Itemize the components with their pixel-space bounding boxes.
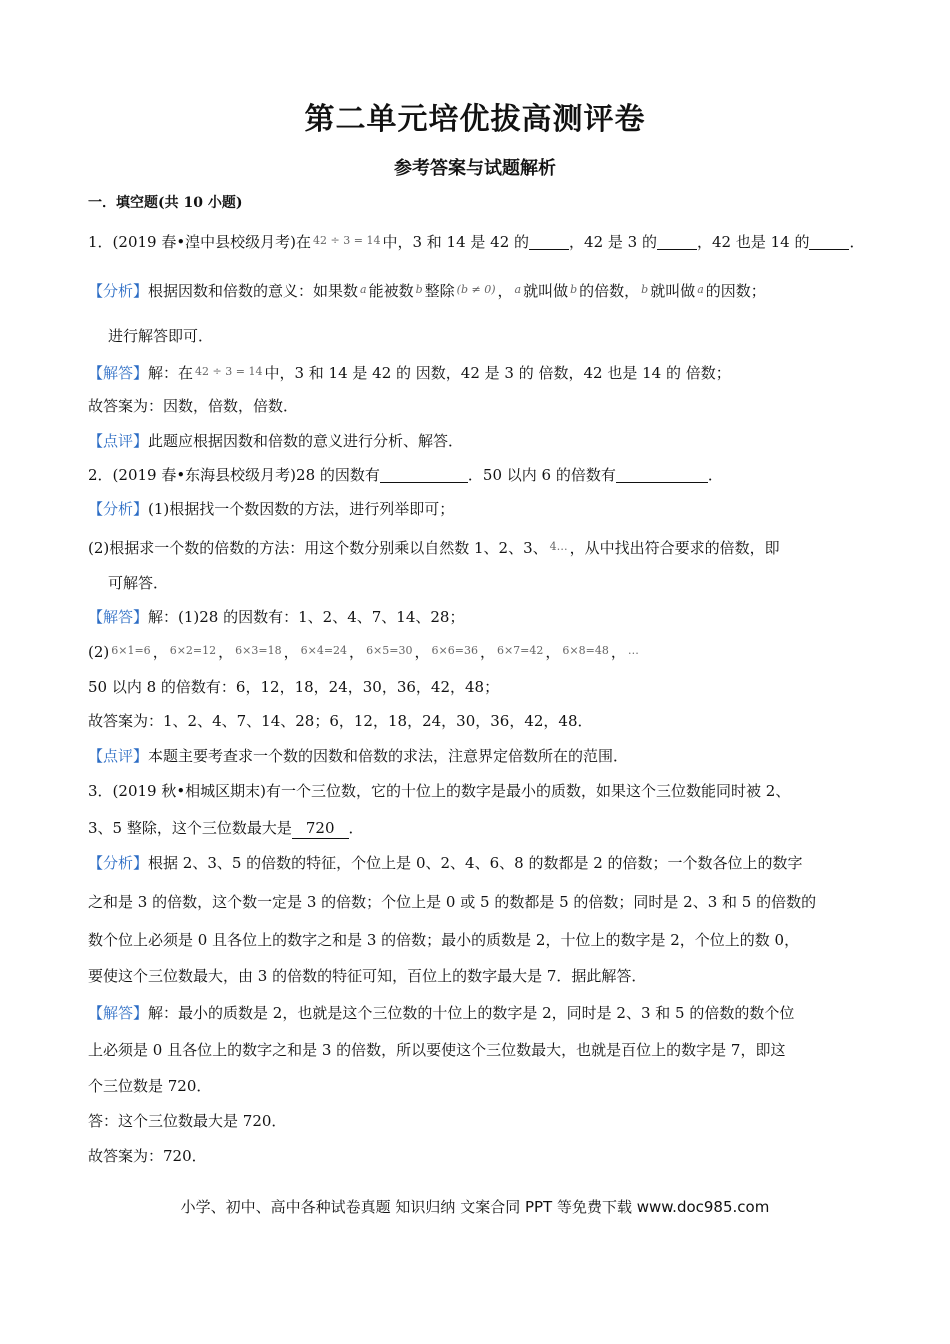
q2-products-list xyxy=(109,643,641,661)
q2-analysis-text: (2)根据求一个数的倍数的方法：用这个数分别乘以自然数 1、2、3、 xyxy=(88,539,548,557)
q1-analysis-text: 就叫做 xyxy=(650,282,696,300)
q2-comment xyxy=(88,746,628,766)
q1-var-b: b xyxy=(570,283,578,296)
q2-analysis-3: 可解答． xyxy=(108,574,169,592)
analysis-tag: 【分析】 xyxy=(88,500,149,518)
q2-products xyxy=(88,641,641,662)
q2-product-separator: ， xyxy=(545,643,561,661)
q1-stem-text: 1．(2019 春•湟中县校级月考)在 xyxy=(88,233,312,251)
q3-answer-fill: 720 xyxy=(292,818,349,839)
q3-stem-1: 3．(2019 秋•相城区期末)有一个三位数，它的十位上的数字是最小的质数，如果这个三位数能同时被 2、 xyxy=(88,782,791,800)
q1-stem-text: ，42 是 3 的 xyxy=(569,233,657,251)
q2-solution-text: 解：(1)28 的因数有：1、2、4、7、14、28； xyxy=(148,608,465,626)
q1-solution-text: 中，3 和 14 是 42 的 因数，42 是 3 的 倍数，42 也是 14 的 倍数； xyxy=(264,364,731,382)
q2-solution-3: 50 以内 8 的倍数有：6，12，18，24，30，36，42，48； xyxy=(88,678,500,696)
footer-banner[interactable]: 小学、初中、高中各种试卷真题 知识归纳 文案合同 PPT 等免费下载 www.doc985.com xyxy=(180,1198,770,1216)
q2-product-separator: ， xyxy=(414,643,430,661)
q2-product: 6×7=42 xyxy=(496,644,544,657)
q2-ellipsis-expr: 4… xyxy=(549,540,568,553)
q1-analysis-text: 的因数； xyxy=(705,282,766,300)
q3-solution-2: 上必须是 0 且各位上的数字之和是 3 的倍数，所以要使这个三位数最大，也就是百位上的数字是 7，即这 xyxy=(88,1041,786,1059)
q2-blank-1 xyxy=(380,466,468,483)
q1-blank-2 xyxy=(657,233,697,250)
comment-tag: 【点评】 xyxy=(88,432,149,450)
q2-answer: 故答案为：1、2、4、7、14、28；6，12，18，24，30，36，42，48． xyxy=(88,712,593,730)
q1-var-b: b xyxy=(415,283,423,296)
q2-product-separator: ， xyxy=(349,643,365,661)
q1-condition: (b ≠ 0) xyxy=(456,283,496,296)
q2-product: 6×3=18 xyxy=(235,644,282,657)
q1-stem-text: 中，3 和 14 是 42 的 xyxy=(382,233,530,251)
q1-stem-text: ，42 也是 14 的 xyxy=(696,233,810,251)
q1-analysis-text: 就叫做 xyxy=(523,282,569,300)
q1-comment-text: 此题应根据因数和倍数的意义进行分析、解答． xyxy=(148,432,464,450)
q3-analysis-1 xyxy=(88,853,803,873)
q1-stem-end: ． xyxy=(849,233,865,251)
q1-solution-text: 解：在 xyxy=(148,364,194,382)
q1-var-b: b xyxy=(641,283,649,296)
q2-product-separator: ， xyxy=(610,643,626,661)
q2-product: 6×6=36 xyxy=(431,644,478,657)
q1-blank-1 xyxy=(529,233,569,250)
q2-product: 6×8=48 xyxy=(562,644,609,657)
section-heading: 一．填空题(共 10 小题) xyxy=(88,195,243,211)
q2-analysis-text: (1)根据找一个数因数的方法，进行列举即可； xyxy=(148,500,455,518)
q1-analysis-text: 能被数 xyxy=(368,282,414,300)
q1-expression: 42 ÷ 3 = 14 xyxy=(313,234,381,247)
q1-analysis-text: 根据因数和倍数的意义：如果数 xyxy=(148,282,359,300)
q2-stem-text: 2．(2019 春•东海县校级月考)28 的因数有 xyxy=(88,466,380,484)
q2-product-separator: ， xyxy=(283,643,299,661)
q3-answer-1: 答：这个三位数最大是 720． xyxy=(88,1112,287,1130)
solution-tag: 【解答】 xyxy=(88,608,149,626)
analysis-tag: 【分析】 xyxy=(88,854,149,872)
q2-stem xyxy=(88,465,723,485)
page-subtitle: 参考答案与试题解析 xyxy=(394,158,556,179)
page-title: 第二单元培优拔高测评卷 xyxy=(304,102,646,137)
q2-products-prefix: (2) xyxy=(88,643,110,661)
q1-solution xyxy=(88,362,731,383)
q2-product: … xyxy=(627,644,639,657)
q2-analysis xyxy=(88,499,454,519)
q2-product-separator: ， xyxy=(479,643,495,661)
q1-analysis-cont: 进行解答即可． xyxy=(108,327,214,345)
q1-var-a: a xyxy=(514,283,522,296)
q2-product: 6×2=12 xyxy=(169,644,217,657)
q1-expression: 42 ÷ 3 = 14 xyxy=(195,365,263,378)
q3-analysis-text: 根据 2、3、5 的倍数的特征，个位上是 0、2、4、6、8 的数都是 2 的倍数；一个数各位上的数字 xyxy=(148,854,803,872)
q2-analysis-text: ，从中找出符合要求的倍数，即 xyxy=(569,539,780,557)
q1-analysis-text: 整除 xyxy=(424,282,455,300)
q2-solution xyxy=(88,607,464,627)
q2-stem-text: ．50 以内 6 的倍数有 xyxy=(467,466,616,484)
q1-analysis-text: 的倍数， xyxy=(579,282,640,300)
q1-blank-3 xyxy=(809,233,849,250)
q2-product: 6×4=24 xyxy=(300,644,348,657)
solution-tag: 【解答】 xyxy=(88,364,149,382)
q2-product-separator: ， xyxy=(152,643,168,661)
q3-solution-text: 解：最小的质数是 2，也就是这个三位数的十位上的数字是 2，同时是 2、3 和 5 的倍数的数个位 xyxy=(148,1004,795,1022)
q1-var-a: a xyxy=(697,283,704,296)
comment-tag: 【点评】 xyxy=(88,747,149,765)
q3-answer-2: 故答案为：720． xyxy=(88,1147,207,1165)
solution-tag: 【解答】 xyxy=(88,1004,149,1022)
q3-solution-3: 个三位数是 720． xyxy=(88,1077,212,1095)
q3-stem-text: 3、5 整除，这个三位数最大是 xyxy=(88,819,292,837)
q3-stem-2 xyxy=(88,818,364,839)
q2-comment-text: 本题主要考查求一个数的因数和倍数的求法，注意界定倍数所在的范围． xyxy=(148,747,629,765)
q2-analysis-2 xyxy=(88,537,780,558)
q3-analysis-3: 数个位上必须是 0 且各位上的数字之和是 3 的倍数；最小的质数是 2，十位上的数字是 2，个位上的数 0， xyxy=(88,931,800,949)
q1-answer: 故答案为：因数，倍数，倍数． xyxy=(88,397,299,415)
q1-analysis xyxy=(88,280,766,301)
q1-comment xyxy=(88,431,463,451)
q2-product-separator: ， xyxy=(218,643,234,661)
q1-var-a: a xyxy=(360,283,367,296)
q3-solution-1 xyxy=(88,1003,794,1023)
q2-product: 6×1=6 xyxy=(111,644,151,657)
analysis-tag: 【分析】 xyxy=(88,282,149,300)
q2-blank-2 xyxy=(616,466,708,483)
q3-stem-end: ． xyxy=(348,819,364,837)
q1-stem xyxy=(88,231,864,252)
q3-analysis-4: 要使这个三位数最大，由 3 的倍数的特征可知，百位上的数字最大是 7．据此解答． xyxy=(88,967,647,985)
q1-analysis-text: ， xyxy=(497,282,513,300)
q2-stem-end: ． xyxy=(707,466,723,484)
q3-analysis-2: 之和是 3 的倍数，这个数一定是 3 的倍数；个位上是 0 或 5 的数都是 5 的倍数；同时是 2、3 和 5 的倍数的 xyxy=(88,893,817,911)
q2-product: 6×5=30 xyxy=(366,644,413,657)
